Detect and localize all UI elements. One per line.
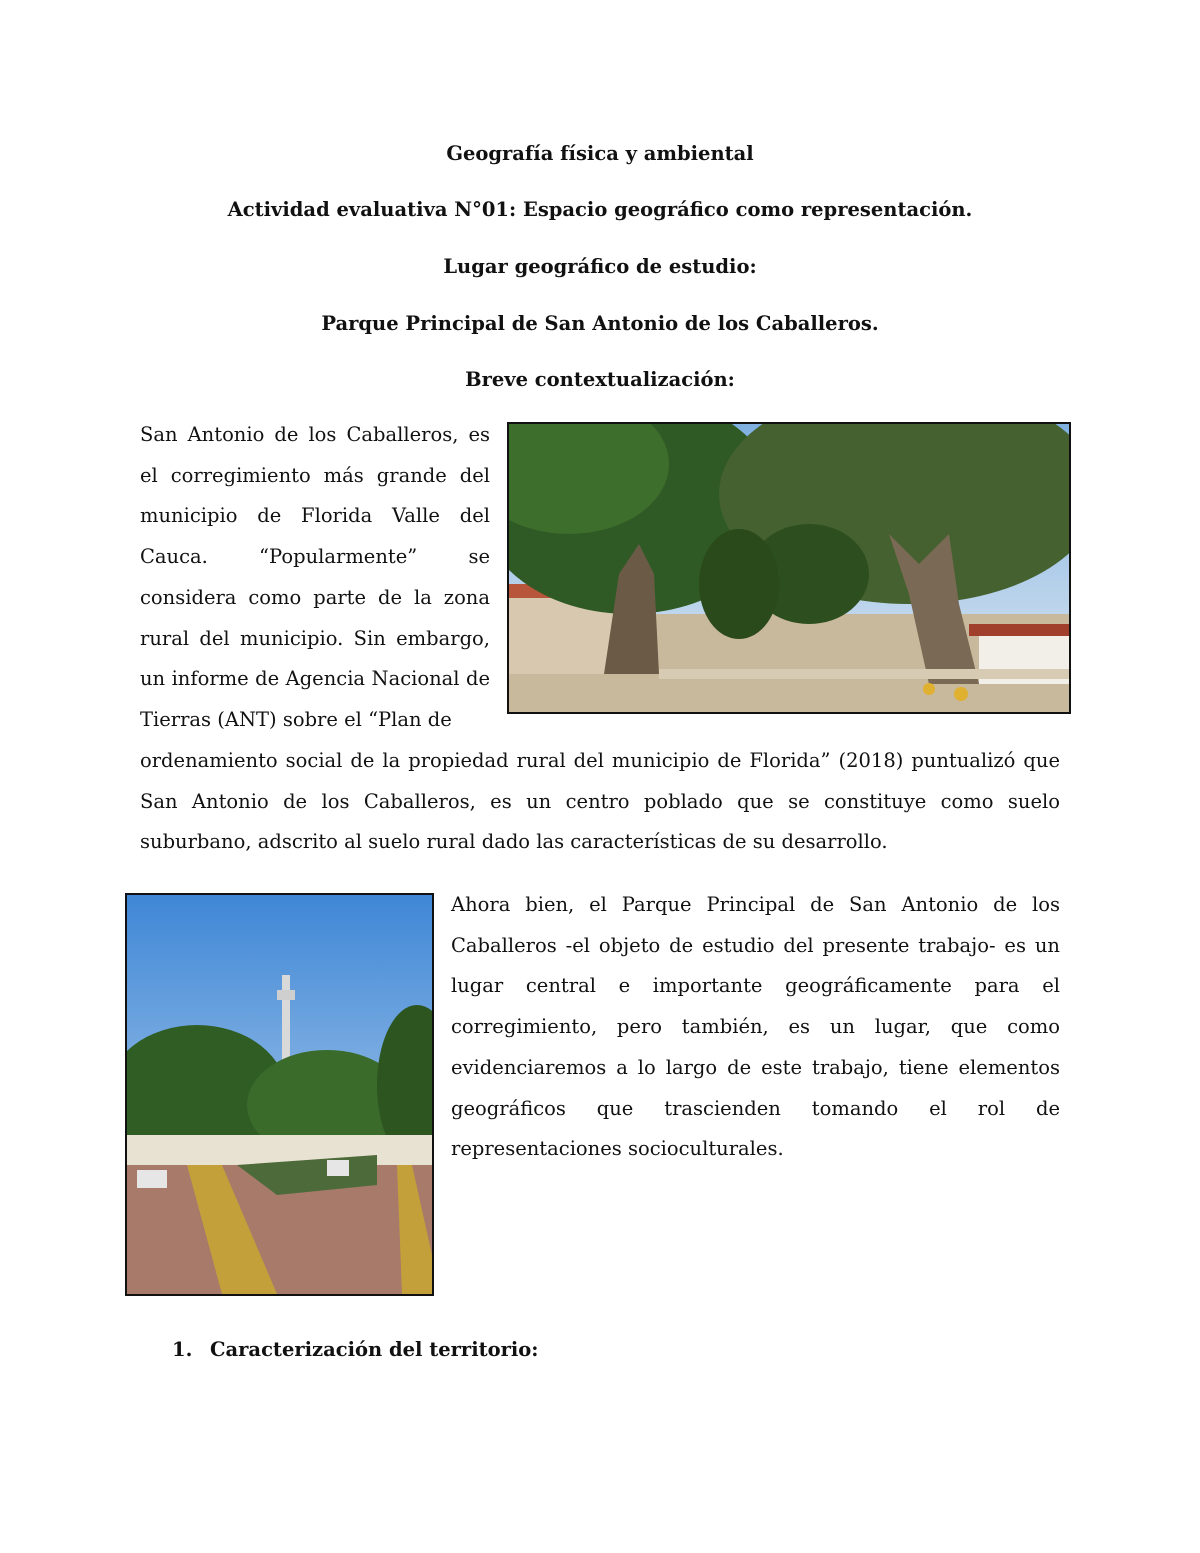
section-1-number: 1. [172,1338,193,1361]
place-label: Lugar geográfico de estudio: [443,255,757,278]
paragraph-1-end: ordenamiento social de la propiedad rural del municipio de Florida” (2018) puntualizó que San Antonio de los Caballeros, es un centro poblado que se constituye como suelo suburbano, adscrito al suelo rural dado las características de su desarrollo. [140,749,1060,854]
section-1-heading [172,1337,539,1363]
document-title: Geografía física y ambiental [446,142,754,165]
place-name: Parque Principal de San Antonio de los Caballeros. [321,312,879,335]
paragraph-2: Ahora bien, el Parque Principal de San Antonio de los Caballeros -el objeto de estudio del presente trabajo- es un lugar central e importante geográficamente para el corregimiento, pero también, es un lugar, que como evidenciaremos a lo largo de este trabajo, tiene elementos geográficos que trascienden tomando el rol de representaciones socioculturales. [451,893,1060,1161]
park-walkway-photo [125,893,434,1296]
activity-title: Actividad evaluativa N°01: Espacio geográfico como representación. [227,198,973,221]
park-trees-photo [507,422,1071,714]
context-heading: Breve contextualización: [465,368,735,391]
section-1-title: Caracterización del territorio: [210,1338,539,1361]
paragraph-1-start: San Antonio de los Caballeros, es el corregimiento más grande del municipio de Florida Valle del Cauca. “Popularmente” se considera como parte de la zona rural del municipio. Sin embargo, un informe de Agencia Nacional de Tierras (ANT) sobre el “Plan de [140,423,490,731]
